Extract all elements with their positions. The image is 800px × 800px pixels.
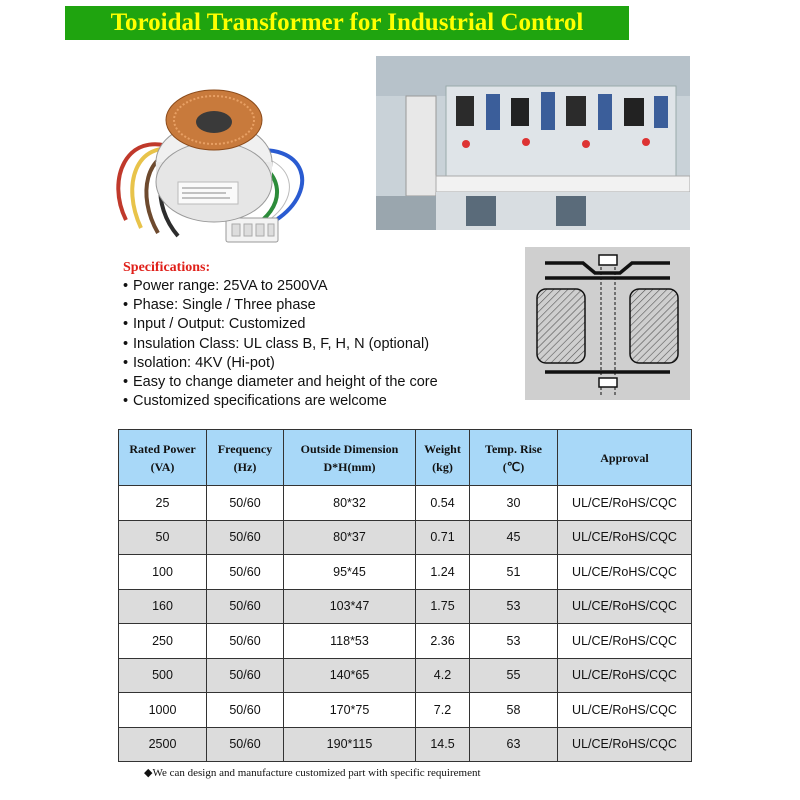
table-cell: 50/60 bbox=[207, 589, 284, 624]
column-header bbox=[416, 430, 470, 486]
table-cell: 103*47 bbox=[284, 589, 416, 624]
header-line: Weight bbox=[424, 441, 461, 456]
header-line: Frequency bbox=[217, 441, 273, 456]
table-cell: 30 bbox=[470, 486, 558, 521]
spec-item bbox=[123, 335, 513, 354]
mounting-cross-section-diagram bbox=[525, 247, 690, 400]
spec-item-text: Customized specifications are welcome bbox=[133, 393, 387, 410]
table-row bbox=[119, 693, 692, 728]
specifications-block bbox=[123, 259, 513, 411]
table-cell: 170*75 bbox=[284, 693, 416, 728]
table-cell: 25 bbox=[119, 486, 207, 521]
spec-item-text: Power range: 25VA to 2500VA bbox=[133, 278, 328, 294]
spec-item-text: Input / Output: Customized bbox=[133, 316, 306, 333]
header-line: Temp. Rise bbox=[485, 441, 542, 456]
spec-item bbox=[123, 277, 513, 296]
spec-item-text: Isolation: 4KV (Hi-pot) bbox=[133, 354, 275, 371]
header-line: (Hz) bbox=[233, 459, 257, 474]
table-cell: UL/CE/RoHS/CQC bbox=[558, 693, 692, 728]
spec-item-text: Phase: Single / Three phase bbox=[133, 297, 316, 314]
header-line: (℃) bbox=[502, 459, 525, 474]
spec-item bbox=[123, 315, 513, 334]
column-header bbox=[207, 430, 284, 486]
table-cell: 250 bbox=[119, 624, 207, 659]
table-row bbox=[119, 727, 692, 762]
spec-item-text: Insulation Class: UL class B, F, H, N (optional) bbox=[133, 335, 430, 352]
table-cell: 7.2 bbox=[416, 693, 470, 728]
table-row bbox=[119, 520, 692, 555]
table-cell: 140*65 bbox=[284, 658, 416, 693]
table-row bbox=[119, 624, 692, 659]
spec-item bbox=[123, 354, 513, 373]
table-cell: 45 bbox=[470, 520, 558, 555]
table-cell: UL/CE/RoHS/CQC bbox=[558, 520, 692, 555]
bullet-icon: • bbox=[123, 393, 129, 410]
table-cell: 58 bbox=[470, 693, 558, 728]
table-cell: 53 bbox=[470, 624, 558, 659]
table-cell: 50/60 bbox=[207, 486, 284, 521]
table-cell: 2.36 bbox=[416, 624, 470, 659]
table-row bbox=[119, 589, 692, 624]
table-cell: 53 bbox=[470, 589, 558, 624]
table-cell: 50/60 bbox=[207, 658, 284, 693]
table-cell: 1000 bbox=[119, 693, 207, 728]
table-cell: 118*53 bbox=[284, 624, 416, 659]
table-cell: 63 bbox=[470, 727, 558, 762]
table-cell: 50 bbox=[119, 520, 207, 555]
table-cell: 50/60 bbox=[207, 555, 284, 590]
table-row bbox=[119, 658, 692, 693]
specifications-heading: Specifications: bbox=[123, 260, 211, 275]
table-cell: 50/60 bbox=[207, 624, 284, 659]
column-header bbox=[119, 430, 207, 486]
header-line: D*H(mm) bbox=[323, 459, 376, 474]
table-cell: UL/CE/RoHS/CQC bbox=[558, 589, 692, 624]
table-cell: 160 bbox=[119, 589, 207, 624]
column-header bbox=[284, 430, 416, 486]
table-header-row bbox=[119, 430, 692, 486]
table-cell: 100 bbox=[119, 555, 207, 590]
column-header bbox=[470, 430, 558, 486]
table-cell: 50/60 bbox=[207, 693, 284, 728]
table-cell: 80*32 bbox=[284, 486, 416, 521]
table-cell: 4.2 bbox=[416, 658, 470, 693]
table-row bbox=[119, 555, 692, 590]
table-cell: 55 bbox=[470, 658, 558, 693]
page-title: Toroidal Transformer for Industrial Control bbox=[65, 6, 629, 40]
table-cell: 1.75 bbox=[416, 589, 470, 624]
specification-table bbox=[118, 429, 692, 762]
table-cell: 0.54 bbox=[416, 486, 470, 521]
industrial-lab-photo bbox=[376, 56, 690, 230]
table-cell: 14.5 bbox=[416, 727, 470, 762]
table-cell: 190*115 bbox=[284, 727, 416, 762]
spec-item bbox=[123, 392, 513, 411]
footnote: ◆We can design and manufacture customized part with specific requirement bbox=[144, 767, 481, 779]
header-line: (kg) bbox=[432, 459, 453, 474]
bullet-icon: • bbox=[123, 354, 129, 371]
table-cell: 2500 bbox=[119, 727, 207, 762]
bullet-icon: • bbox=[123, 374, 129, 391]
spec-item-text: Easy to change diameter and height of the core bbox=[133, 374, 438, 391]
table-cell: 0.71 bbox=[416, 520, 470, 555]
table-cell: 95*45 bbox=[284, 555, 416, 590]
table-row bbox=[119, 486, 692, 521]
column-header bbox=[558, 430, 692, 486]
spec-item bbox=[123, 296, 513, 315]
table-cell: UL/CE/RoHS/CQC bbox=[558, 658, 692, 693]
table-cell: 50/60 bbox=[207, 520, 284, 555]
transformer-photo bbox=[96, 70, 320, 248]
bullet-icon: • bbox=[123, 278, 129, 294]
spec-item bbox=[123, 373, 513, 392]
header-line: Outside Dimension bbox=[300, 441, 399, 456]
table-cell: UL/CE/RoHS/CQC bbox=[558, 624, 692, 659]
header-line: Rated Power bbox=[129, 441, 196, 456]
table-cell: 500 bbox=[119, 658, 207, 693]
table-cell: UL/CE/RoHS/CQC bbox=[558, 486, 692, 521]
table-cell: 50/60 bbox=[207, 727, 284, 762]
table-cell: UL/CE/RoHS/CQC bbox=[558, 555, 692, 590]
bullet-icon: • bbox=[123, 316, 129, 333]
table-cell: 1.24 bbox=[416, 555, 470, 590]
table-cell: 80*37 bbox=[284, 520, 416, 555]
bullet-icon: • bbox=[123, 297, 129, 314]
header-line: (VA) bbox=[150, 459, 175, 474]
table-cell: UL/CE/RoHS/CQC bbox=[558, 727, 692, 762]
bullet-icon: • bbox=[123, 335, 129, 352]
table-cell: 51 bbox=[470, 555, 558, 590]
header-line: Approval bbox=[600, 450, 649, 465]
